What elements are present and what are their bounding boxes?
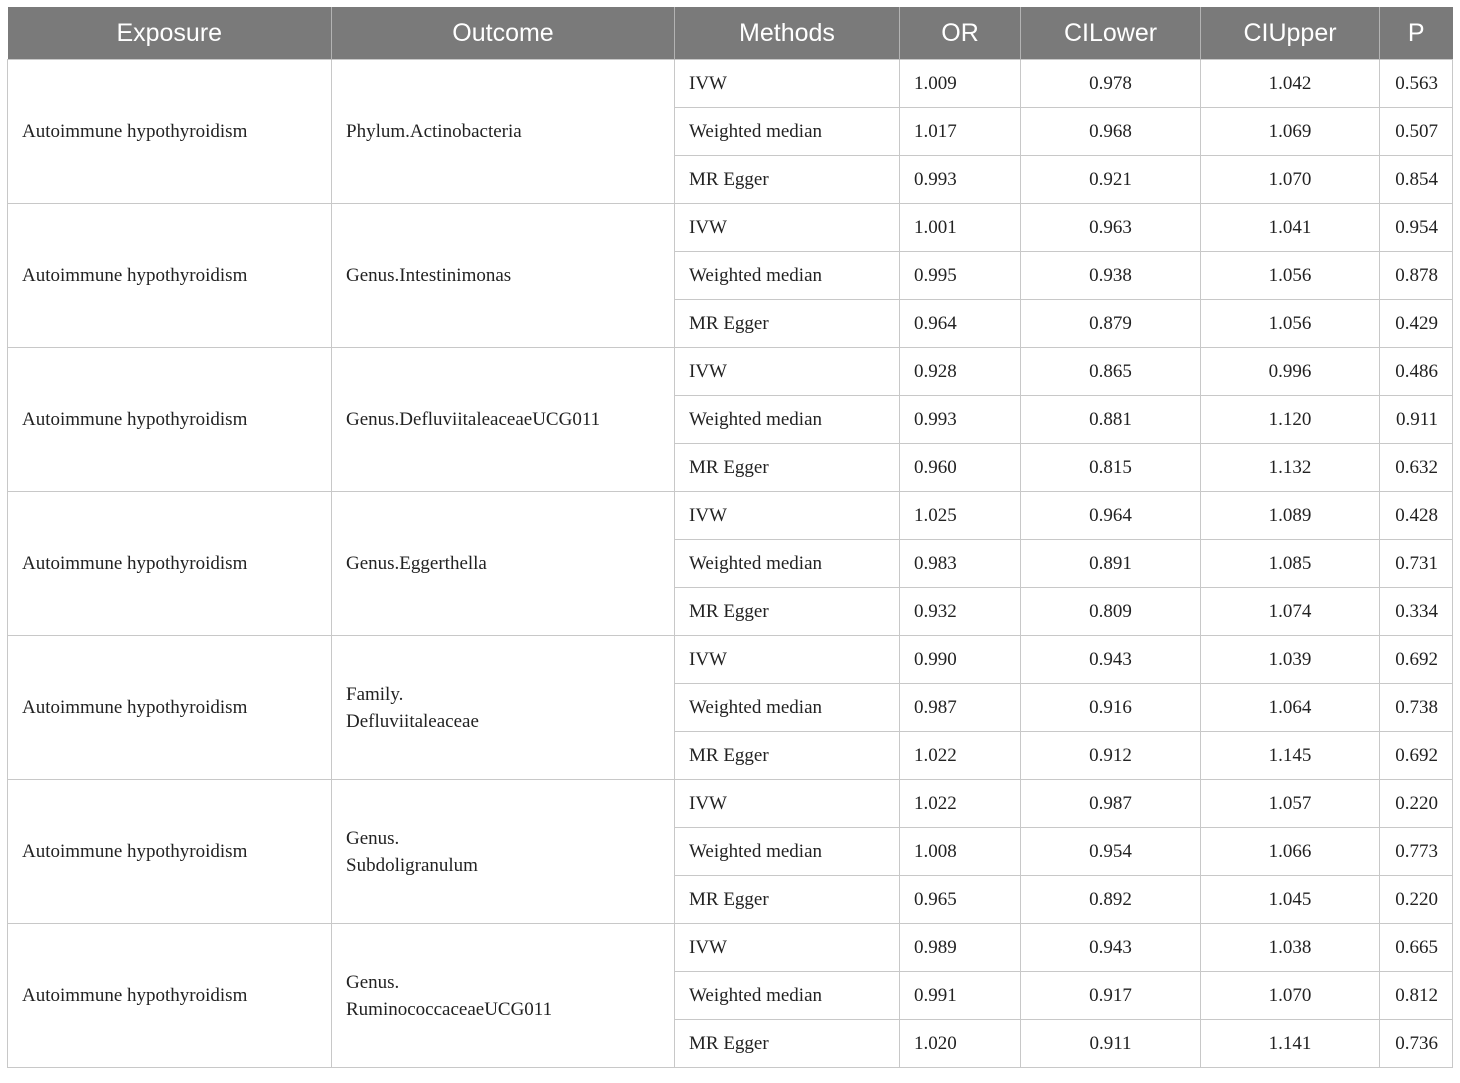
or-cell: 1.020 xyxy=(900,1020,1021,1068)
ci-lower-cell: 0.916 xyxy=(1021,684,1201,732)
table-row xyxy=(8,348,1453,396)
or-cell: 1.008 xyxy=(900,828,1021,876)
ci-lower-cell: 0.891 xyxy=(1021,540,1201,588)
ci-lower-cell: 0.809 xyxy=(1021,588,1201,636)
or-cell: 0.964 xyxy=(900,300,1021,348)
ci-lower-cell: 0.865 xyxy=(1021,348,1201,396)
ci-upper-cell: 1.145 xyxy=(1201,732,1380,780)
ci-lower-cell: 0.968 xyxy=(1021,108,1201,156)
method-cell: IVW xyxy=(675,204,900,252)
ci-upper-cell: 1.041 xyxy=(1201,204,1380,252)
or-cell: 0.987 xyxy=(900,684,1021,732)
ci-upper-cell: 1.089 xyxy=(1201,492,1380,540)
method-cell: MR Egger xyxy=(675,300,900,348)
header-ci-lower: CILower xyxy=(1021,7,1201,60)
table-row xyxy=(8,60,1453,108)
exposure-cell: Autoimmune hypothyroidism xyxy=(8,348,332,492)
method-cell: Weighted median xyxy=(675,252,900,300)
ci-upper-cell: 1.069 xyxy=(1201,108,1380,156)
method-cell: MR Egger xyxy=(675,876,900,924)
ci-lower-cell: 0.963 xyxy=(1021,204,1201,252)
header-ci-upper: CIUpper xyxy=(1201,7,1380,60)
header-methods: Methods xyxy=(675,7,900,60)
ci-lower-cell: 0.912 xyxy=(1021,732,1201,780)
header-row xyxy=(8,7,1453,60)
or-cell: 0.993 xyxy=(900,396,1021,444)
ci-upper-cell: 1.120 xyxy=(1201,396,1380,444)
outcome-cell: Genus.DefluviitaleaceaeUCG011 xyxy=(332,348,675,492)
exposure-cell: Autoimmune hypothyroidism xyxy=(8,204,332,348)
p-value-cell: 0.692 xyxy=(1380,732,1453,780)
p-value-cell: 0.665 xyxy=(1380,924,1453,972)
exposure-cell: Autoimmune hypothyroidism xyxy=(8,636,332,780)
p-value-cell: 0.911 xyxy=(1380,396,1453,444)
p-value-cell: 0.854 xyxy=(1380,156,1453,204)
method-cell: Weighted median xyxy=(675,684,900,732)
ci-lower-cell: 0.978 xyxy=(1021,60,1201,108)
method-cell: Weighted median xyxy=(675,108,900,156)
ci-lower-cell: 0.815 xyxy=(1021,444,1201,492)
method-cell: MR Egger xyxy=(675,1020,900,1068)
or-cell: 0.990 xyxy=(900,636,1021,684)
method-cell: Weighted median xyxy=(675,540,900,588)
p-value-cell: 0.632 xyxy=(1380,444,1453,492)
ci-upper-cell: 1.070 xyxy=(1201,156,1380,204)
exposure-cell: Autoimmune hypothyroidism xyxy=(8,60,332,204)
or-cell: 1.025 xyxy=(900,492,1021,540)
or-cell: 0.991 xyxy=(900,972,1021,1020)
ci-upper-cell: 1.038 xyxy=(1201,924,1380,972)
ci-lower-cell: 0.892 xyxy=(1021,876,1201,924)
ci-lower-cell: 0.943 xyxy=(1021,636,1201,684)
outcome-cell: Genus. Subdoligranulum xyxy=(332,780,675,924)
method-cell: IVW xyxy=(675,924,900,972)
exposure-cell: Autoimmune hypothyroidism xyxy=(8,492,332,636)
or-cell: 0.983 xyxy=(900,540,1021,588)
ci-upper-cell: 1.045 xyxy=(1201,876,1380,924)
table-row xyxy=(8,492,1453,540)
p-value-cell: 0.486 xyxy=(1380,348,1453,396)
ci-upper-cell: 1.132 xyxy=(1201,444,1380,492)
p-value-cell: 0.334 xyxy=(1380,588,1453,636)
p-value-cell: 0.954 xyxy=(1380,204,1453,252)
ci-upper-cell: 1.066 xyxy=(1201,828,1380,876)
ci-upper-cell: 1.064 xyxy=(1201,684,1380,732)
exposure-cell: Autoimmune hypothyroidism xyxy=(8,924,332,1068)
ci-lower-cell: 0.943 xyxy=(1021,924,1201,972)
p-value-cell: 0.563 xyxy=(1380,60,1453,108)
ci-lower-cell: 0.954 xyxy=(1021,828,1201,876)
or-cell: 0.993 xyxy=(900,156,1021,204)
ci-lower-cell: 0.921 xyxy=(1021,156,1201,204)
results-table xyxy=(7,7,1453,1068)
or-cell: 1.022 xyxy=(900,732,1021,780)
outcome-cell: Genus.Intestinimonas xyxy=(332,204,675,348)
method-cell: Weighted median xyxy=(675,828,900,876)
header-exposure: Exposure xyxy=(8,7,332,60)
ci-lower-cell: 0.881 xyxy=(1021,396,1201,444)
ci-upper-cell: 1.056 xyxy=(1201,300,1380,348)
ci-upper-cell: 1.042 xyxy=(1201,60,1380,108)
outcome-cell: Genus.Eggerthella xyxy=(332,492,675,636)
p-value-cell: 0.878 xyxy=(1380,252,1453,300)
method-cell: IVW xyxy=(675,780,900,828)
ci-upper-cell: 1.056 xyxy=(1201,252,1380,300)
table-body xyxy=(8,60,1453,1068)
exposure-cell: Autoimmune hypothyroidism xyxy=(8,780,332,924)
method-cell: MR Egger xyxy=(675,444,900,492)
or-cell: 0.960 xyxy=(900,444,1021,492)
method-cell: IVW xyxy=(675,60,900,108)
or-cell: 0.965 xyxy=(900,876,1021,924)
p-value-cell: 0.738 xyxy=(1380,684,1453,732)
method-cell: IVW xyxy=(675,348,900,396)
method-cell: IVW xyxy=(675,492,900,540)
method-cell: MR Egger xyxy=(675,156,900,204)
method-cell: Weighted median xyxy=(675,396,900,444)
or-cell: 0.995 xyxy=(900,252,1021,300)
header-outcome: Outcome xyxy=(332,7,675,60)
p-value-cell: 0.812 xyxy=(1380,972,1453,1020)
or-cell: 0.928 xyxy=(900,348,1021,396)
outcome-cell: Genus. RuminococcaceaeUCG011 xyxy=(332,924,675,1068)
ci-upper-cell: 1.141 xyxy=(1201,1020,1380,1068)
table-row xyxy=(8,780,1453,828)
method-cell: MR Egger xyxy=(675,732,900,780)
p-value-cell: 0.773 xyxy=(1380,828,1453,876)
ci-lower-cell: 0.917 xyxy=(1021,972,1201,1020)
p-value-cell: 0.220 xyxy=(1380,876,1453,924)
or-cell: 1.017 xyxy=(900,108,1021,156)
p-value-cell: 0.731 xyxy=(1380,540,1453,588)
outcome-cell: Family. Defluviitaleaceae xyxy=(332,636,675,780)
ci-upper-cell: 1.085 xyxy=(1201,540,1380,588)
table-row xyxy=(8,204,1453,252)
ci-upper-cell: 0.996 xyxy=(1201,348,1380,396)
ci-lower-cell: 0.879 xyxy=(1021,300,1201,348)
ci-lower-cell: 0.938 xyxy=(1021,252,1201,300)
ci-lower-cell: 0.911 xyxy=(1021,1020,1201,1068)
outcome-cell: Phylum.Actinobacteria xyxy=(332,60,675,204)
ci-upper-cell: 1.057 xyxy=(1201,780,1380,828)
or-cell: 1.009 xyxy=(900,60,1021,108)
ci-lower-cell: 0.964 xyxy=(1021,492,1201,540)
ci-upper-cell: 1.039 xyxy=(1201,636,1380,684)
method-cell: Weighted median xyxy=(675,972,900,1020)
p-value-cell: 0.429 xyxy=(1380,300,1453,348)
method-cell: IVW xyxy=(675,636,900,684)
ci-lower-cell: 0.987 xyxy=(1021,780,1201,828)
ci-upper-cell: 1.070 xyxy=(1201,972,1380,1020)
header-p: P xyxy=(1380,7,1453,60)
table-row xyxy=(8,636,1453,684)
or-cell: 1.001 xyxy=(900,204,1021,252)
table-header xyxy=(8,7,1453,60)
or-cell: 1.022 xyxy=(900,780,1021,828)
p-value-cell: 0.507 xyxy=(1380,108,1453,156)
header-or: OR xyxy=(900,7,1021,60)
p-value-cell: 0.428 xyxy=(1380,492,1453,540)
ci-upper-cell: 1.074 xyxy=(1201,588,1380,636)
p-value-cell: 0.736 xyxy=(1380,1020,1453,1068)
p-value-cell: 0.692 xyxy=(1380,636,1453,684)
p-value-cell: 0.220 xyxy=(1380,780,1453,828)
or-cell: 0.989 xyxy=(900,924,1021,972)
table-row xyxy=(8,924,1453,972)
or-cell: 0.932 xyxy=(900,588,1021,636)
method-cell: MR Egger xyxy=(675,588,900,636)
